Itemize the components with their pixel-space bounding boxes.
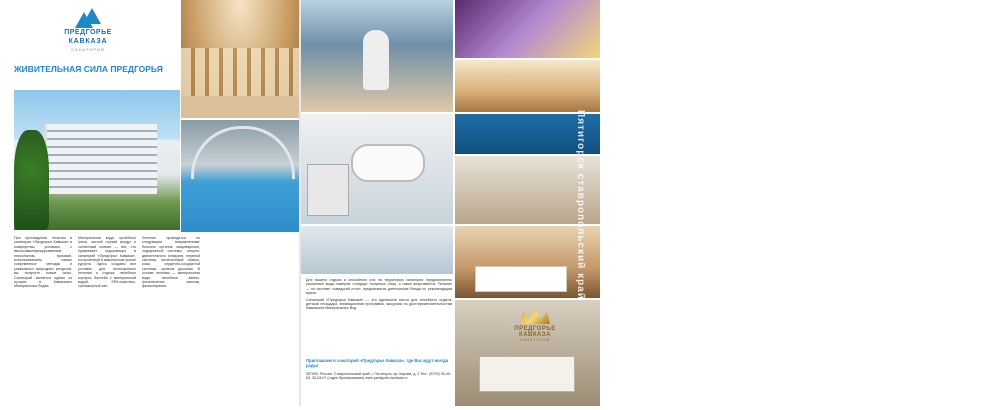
spa-photo xyxy=(301,0,453,112)
right-text xyxy=(306,278,452,313)
text-column-3 xyxy=(142,236,200,404)
invitation-headline: Приглашаем в санаторий «Предгорье Кавказа», где Вас ждут всегда рады! xyxy=(306,358,449,368)
sanatorium-logo xyxy=(44,8,132,58)
treatment-room-photo xyxy=(301,114,453,224)
logo2-name: ПРЕДГОРЬЕ КАВКАЗА xyxy=(514,326,556,338)
logo-line2: КАВКАЗА xyxy=(68,38,108,45)
mountain-logo-icon xyxy=(75,8,101,28)
lounge-photo xyxy=(301,226,453,274)
text-column-1 xyxy=(14,236,72,404)
logo-line1: ПРЕДГОРЬЕ xyxy=(64,29,112,36)
pool-photo xyxy=(181,120,299,232)
logo-line3: САНАТОРИЙ xyxy=(71,47,105,52)
paragraph: При прохождении лечения в санатории «Предгорье Кавказа» в комфортных условиях, с высококвалифицированным персоналом, врачами, использованием самых современных методик и уникальных природных ресурсов, вы получите новые силы. Санаторий является одним из лучших в Кавказских Минеральных Водах. xyxy=(14,236,72,289)
paragraph: Минеральная вода, целебные грязи, чистый горный воздух и солнечный климат — вот, что привлекает отдыхающих в санаторий «Предгорье Кавказа», построенный в живописном уголке курорта. Здесь созданы все условия для полноценного лечения и отдыха: лечебные корпуса, бассейн с минеральной водой, SPA-комплекс, тренажерный зал. xyxy=(78,236,136,289)
paragraph: Для вашего отдыха и спокойного сна на территории санатория предусмотрены различные виды номеров: стандарт, полулюкс, люкс, а также апартаменты. Питание — по системе «шведский стол», предлагаются диетические блюда по рекомендации врача. xyxy=(306,278,452,296)
page-title: ЖИВИТЕЛЬНАЯ СИЛА ПРЕДГОРЬЯ xyxy=(14,64,163,74)
facade-night-photo xyxy=(455,0,600,58)
vertical-caption: Пятигорск ставропольский край xyxy=(575,110,586,300)
paragraph: Лечение проводится по следующим направлениям: болезни органов пищеварения, эндокринной системы, опорно-двигательного аппарата, нервной системы, мочеполовой сферы, кожи, сердечно-сосудистой системы, органов дыхания. В основе лечения — минеральная вода, лечебные ванны, грязелечение, массаж, физиотерапия. xyxy=(142,236,200,289)
restaurant-photo xyxy=(455,60,600,112)
logo2-sub: САНАТОРИЙ xyxy=(519,338,551,342)
sign-text: ПРЕДГОРЬЕ КАВКАЗА xyxy=(945,242,986,254)
lobby-photo xyxy=(181,0,299,118)
gold-logo xyxy=(500,308,570,342)
contact-info: 357500, Россия, Ставропольский край, г. Пятигорск, пр. Кирова, д. 2 Тел.: (8793) 39-40-63, 33-03-07 (отдел бронирования) www.predgorie-kavkaza.ru xyxy=(306,372,452,381)
paragraph: Санаторий «Предгорье Кавказа» — это идеальное место для семейного отдыха: детская площадка, анимационная программа, экскурсии по достопримечательностям Кавказских Минеральных Вод. xyxy=(306,297,452,311)
building-photo xyxy=(14,90,180,230)
crown-icon xyxy=(520,308,550,324)
text-column-2 xyxy=(78,236,136,404)
